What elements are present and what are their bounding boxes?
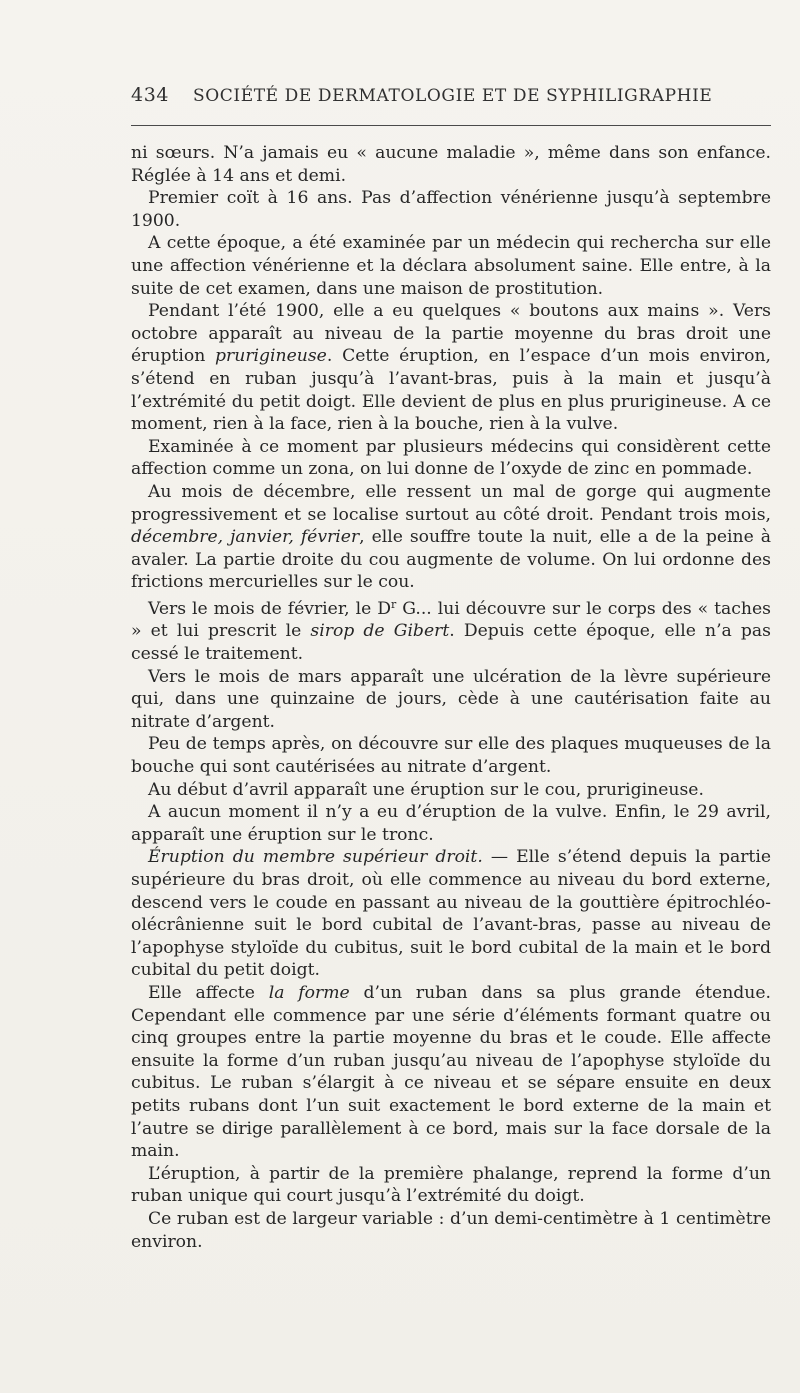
text-segment: Au début d’avril apparaît une éruption sur le cou, prurigineuse. [148,779,704,800]
paragraph [131,801,771,846]
paragraph [131,666,771,734]
paragraph [131,232,771,300]
paragraph [131,779,771,802]
text-segment: Peu de temps après, on découvre sur elle des plaques muqueuses de la bouche qui sont cautérisées au nitrate d’argent. [131,734,771,778]
paragraph [131,142,771,187]
paragraph [131,594,771,666]
text-segment: . Cette éruption, en l’espace d’un mois environ, s’étend en ruban jusqu’à l’avant-bras, puis à la main et jusqu’à l’extrémité du petit doigt. Elle devient de plus en plus prurigineuse. A ce moment, rien à la face, rien à la bouche, rien à la vulve. [131,346,771,435]
italic-text: prurigineuse [215,346,327,367]
text-segment: Examinée à ce moment par plusieurs médecins qui considèrent cette affection comme un zona, on lui donne de l’oxyde de zinc en pommade. [131,436,771,480]
text-segment: ni sœurs. N’a jamais eu « aucune maladie », même dans son enfance. Réglée à 14 ans et demi. [131,143,771,186]
text-segment: — Elle s’étend depuis la partie supérieure du bras droit, où elle commence au niveau du bord externe, descend vers le coude en passant au niveau de la gouttière épitrochléo-olécrânienne suit le bord cubital de l’avant-bras, passe au niveau de l’apophyse styloïde du cubitus, suit le bord cubital de la main et le bord cubital du petit doigt. [131,847,772,981]
paragraph [131,733,771,778]
body-text [131,142,771,1253]
text-segment: Ce ruban est de largeur variable : d’un demi-centimètre à 1 centimètre environ. [131,1208,771,1252]
text-segment: G... lui découvre sur le corps des « taches » et lui prescrit le [131,598,771,642]
paragraph [131,481,771,594]
italic-text: décembre, janvier, février [131,527,360,548]
text-segment: Vers le mois de février, le D [148,598,392,619]
text-segment: A aucun moment il n’y a eu d’éruption de la vulve. Enfin, le 29 avril, apparaît une éruption sur le tronc. [131,802,771,845]
italic-text: Éruption du membre supérieur droit. [148,847,483,868]
text-segment: L’éruption, à partir de la première phalange, reprend la forme d’un ruban unique qui court jusqu’à l’extrémité du doigt. [131,1163,771,1207]
italic-text: la forme [268,982,350,1003]
text-segment: , elle souffre toute la nuit, elle a de la peine à avaler. La partie droite du cou augmente de volume. On lui ordonne des frictions mercurielles sur le cou. [131,527,771,593]
paragraph [131,982,771,1163]
text-segment: Premier coït à 16 ans. Pas d’affection vénérienne jusqu’à septembre 1900. [131,188,771,231]
paragraph [131,436,771,481]
running-header [131,84,771,114]
paragraph [131,846,771,982]
text-segment: Pendant l’été 1900, elle a eu quelques « boutons aux mains ». Vers octobre apparaît au niveau de la partie moyenne du bras droit une éruption [131,301,771,367]
running-title: SOCIÉTÉ DE DERMATOLOGIE ET DE SYPHILIGRAPHIE [193,86,713,106]
paragraph [131,1163,771,1208]
text-segment: A cette époque, a été examinée par un médecin qui rechercha sur elle une affection vénérienne et la déclara absolument saine. Elle entre, à la suite de cet examen, dans une maison de prostitution. [131,233,771,299]
paragraph [131,300,771,436]
page-number: 434 [131,84,170,106]
text-segment: d’un ruban dans sa plus grande étendue. Cependant elle commence par une série d’éléments formant quatre ou cinq groupes entre la partie moyenne du bras et le coude. Elle affecte ensuite la forme d’un ruban jusqu’au niveau de l’apophyse styloïde du cubitus. Le ruban s’élargit à ce niveau et se sépare ensuite en deux petits rubans dont l’un suit exactement le bord externe de la main et l’autre se dirige parallèlement à ce bord, mais sur la face dorsale de la main. [131,982,771,1162]
text-segment: Elle affecte [148,982,269,1003]
text-segment: Vers le mois de mars apparaît une ulcération de la lèvre supérieure qui, dans une quinzaine de jours, cède à une cautérisation faite au nitrate d’argent. [131,666,771,732]
text-segment: Au mois de décembre, elle ressent un mal de gorge qui augmente progressivement et se localise surtout au côté droit. Pendant trois mois, [131,481,771,525]
text-segment: . Depuis cette époque, elle n’a pas cessé le traitement. [131,621,771,665]
paragraph [131,187,771,232]
paragraph [131,1208,771,1253]
superscript-text: r [391,597,397,611]
italic-text: sirop de Gibert [310,621,450,642]
header-rule [131,125,771,126]
